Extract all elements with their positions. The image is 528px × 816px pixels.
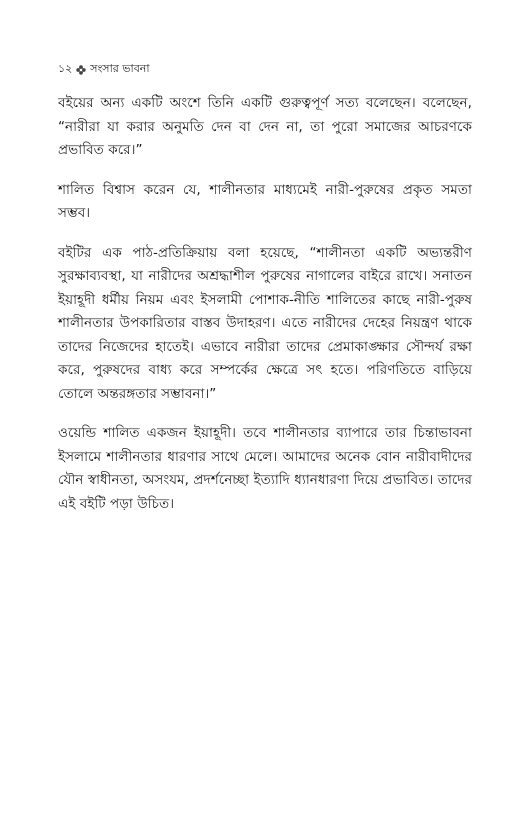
book-title: সংসার ভাবনা bbox=[90, 62, 150, 75]
page-body bbox=[58, 92, 472, 532]
paragraph: বইটির এক পাঠ-প্রতিক্রিয়ায় বলা হয়েছে, “শালীনতা একটি অভ্যন্তরীণ সুরক্ষাব্যবস্থা, যা নারীদের অশ্রদ্ধাশীল পুরুষের নাগালের বাইরে রাখে। সনাতন ইয়াহূদী ধর্মীয় নিয়ম এবং ইসলামী পোশাক-নীতি শালিতের কাছে নারী-পুরুষ শালীনতার উপকারিতার বাস্তব উদাহরণ। এতে নারীদের দেহের নিয়ন্ত্রণ থাকে তাদের নিজেদের হাতেই। এভাবে নারীরা তাদের প্রেমাকাঙ্ক্ষার সৌন্দর্য রক্ষা করে, পুরুষদের বাধ্য করে সম্পর্কের ক্ষেত্রে সৎ হতে। পরিণতিতে বাড়িয়ে তোলে অন্তরঙ্গতার সম্ভাবনা।” bbox=[58, 244, 472, 402]
paragraph: ওয়েন্ডি শালিত একজন ইয়াহূদী। তবে শালীনতার ব্যাপারে তার চিন্তাভাবনা ইসলামে শালীনতার ধারণার সাথে মেলে। আমাদের অনেক বোন নারীবাদীদের যৌন স্বাধীনতা, অসংযম, প্রদর্শনেচ্ছা ইত্যাদি ধ্যানধারণা দিয়ে প্রভাবিত। তাদের এই বইটি পড়া উচিত। bbox=[58, 425, 472, 512]
page-number: ১২ bbox=[58, 62, 73, 75]
paragraph: শালিত বিশ্বাস করেন যে, শালীনতার মাধ্যমেই নারী-পুরুষের প্রকৃত সমতা সম্ভব। bbox=[58, 181, 472, 221]
flower-icon bbox=[76, 65, 86, 75]
paragraph: বইয়ের অন্য একটি অংশে তিনি একটি গুরুত্বপূর্ণ সত্য বলেছেন। বলেছেন, “নারীরা যা করার অনুমতি দেন বা দেন না, তা পুরো সমাজের আচরণকে প্রভাবিত করে।” bbox=[58, 95, 472, 158]
running-header bbox=[58, 60, 150, 79]
